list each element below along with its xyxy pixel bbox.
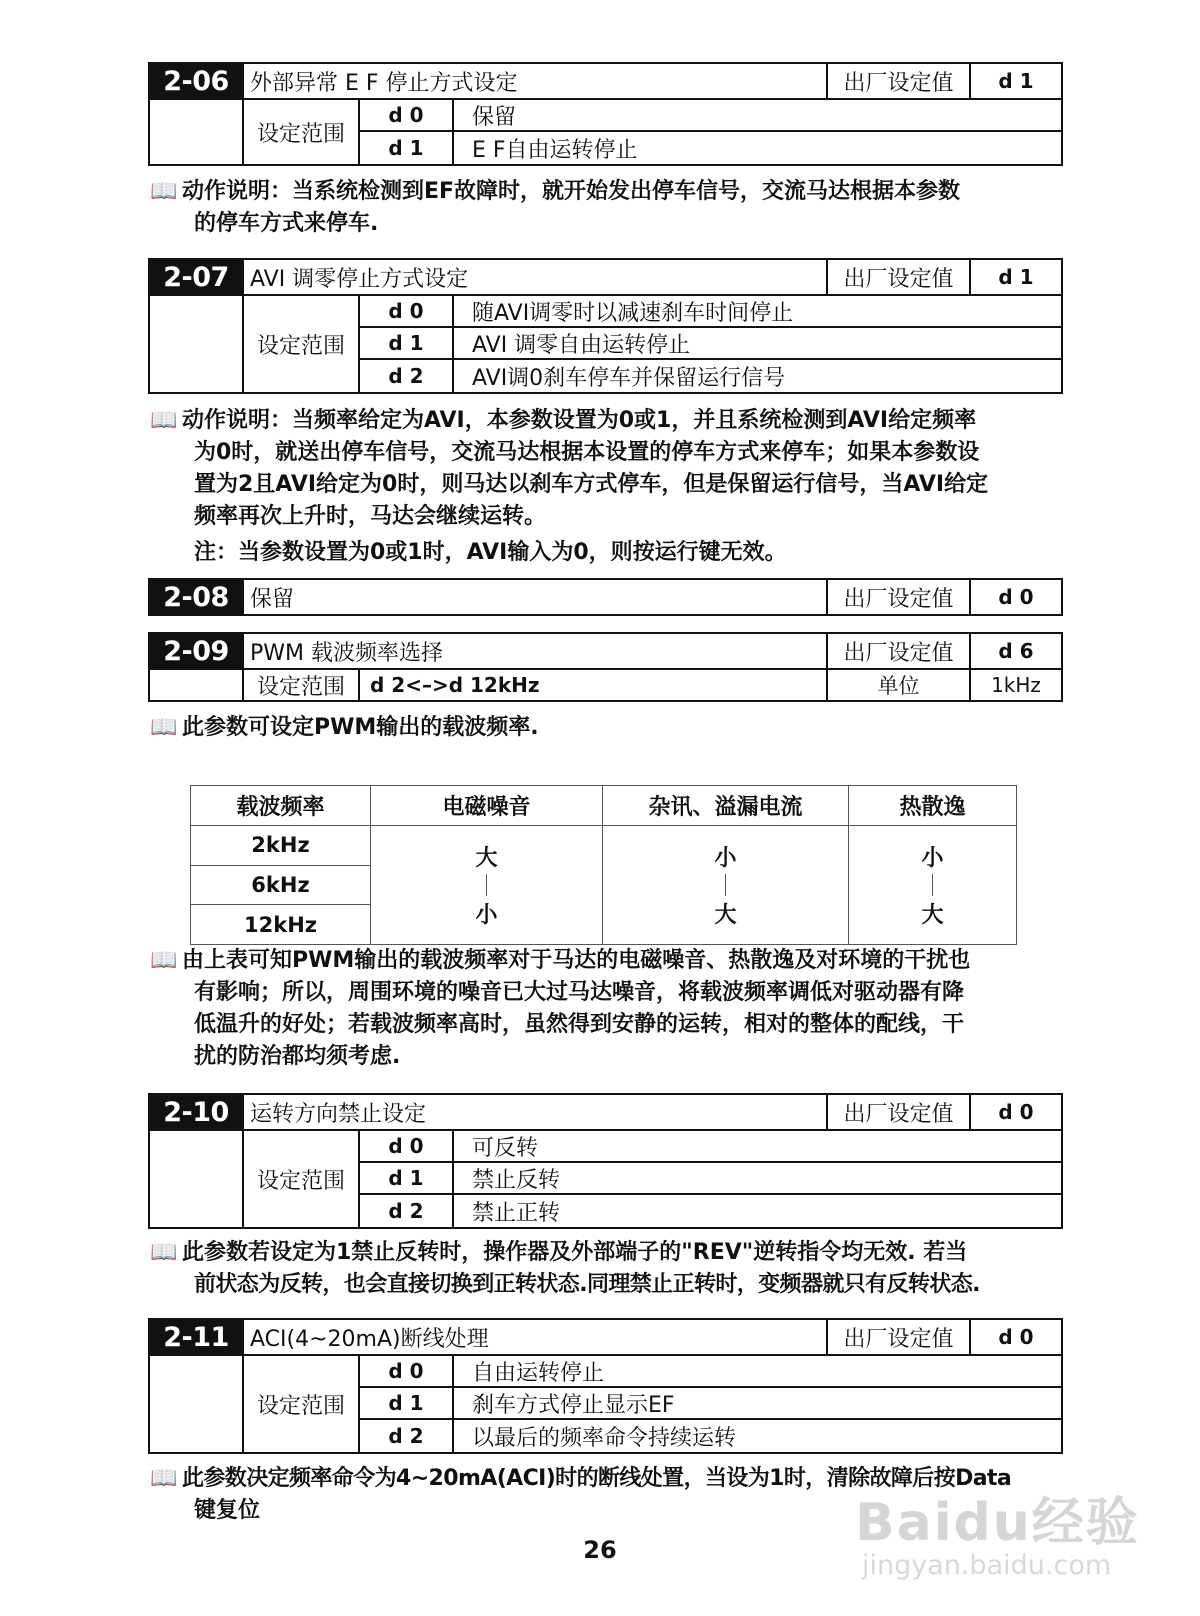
freq-cell: 12kHz xyxy=(244,912,317,937)
factory-label: 出厂设定值 xyxy=(826,580,969,614)
param-title: 运转方向禁止设定 xyxy=(242,1095,826,1129)
option-row: d 1 禁止反转 xyxy=(360,1163,1061,1195)
note-2-11: 📖 此参数决定频率命令为4~20mA(ACI)时的断线处置，当设为1时，清除故障后按Data 键复位 xyxy=(150,1463,1065,1527)
trend-cell: 小 大 xyxy=(921,846,944,928)
unit-value: 1kHz xyxy=(969,670,1061,700)
watermark-logo: Baidu经验 xyxy=(855,1493,1140,1553)
option-row: d 1 E F自由运转停止 xyxy=(360,132,1061,164)
param-title: ACI(4~20mA)断线处理 xyxy=(242,1320,826,1354)
note-2-06: 📖 动作说明：当系统检测到EF故障时，就开始发出停车信号，交流马达根据本参数 的停车方式来停车. xyxy=(150,176,1065,240)
param-id: 2-07 xyxy=(150,260,242,294)
note-2-09a: 📖 此参数可设定PWM输出的载波频率. xyxy=(150,712,1065,744)
param-id: 2-11 xyxy=(150,1320,242,1354)
note-2-09b: 📖 由上表可知PWM输出的载波频率对于马达的电磁噪音、热散逸及对环境的干扰也 有影响；所以，周围环境的噪音已大过马达噪音，将载波频率调低对驱动器有降 低温升的好处；若载波频率高时，虽然得到安静的运转，相对的整体的配线，干 扰的防治都均须考虑. xyxy=(150,945,1065,1073)
header-cell: 载波频率 xyxy=(191,786,371,826)
book-icon: 📖 xyxy=(150,1240,178,1265)
header-cell: 热散逸 xyxy=(849,786,1016,826)
factory-label: 出厂设定值 xyxy=(826,634,969,668)
watermark-url: jingyan.baidu.com xyxy=(862,1550,1112,1581)
option-row: d 1 AVI 调零自由运转停止 xyxy=(360,328,1061,360)
param-id: 2-10 xyxy=(150,1095,242,1129)
factory-label: 出厂设定值 xyxy=(826,260,969,294)
trend-cell: 小 大 xyxy=(603,826,849,944)
book-icon: 📖 xyxy=(150,715,178,740)
note-2-10: 📖 此参数若设定为1禁止反转时，操作器及外部端子的"REV"逆转指令均无效. 若当 前状态为反转，也会直接切换到正转状态.同理禁止正转时，变频器就只有反转状态. xyxy=(150,1237,1065,1301)
param-table-2-10 xyxy=(148,1093,1063,1229)
factory-label: 出厂设定值 xyxy=(826,1320,969,1354)
book-icon: 📖 xyxy=(150,1466,177,1491)
param-table-2-06 xyxy=(148,62,1063,166)
factory-default: d 6 xyxy=(969,634,1061,668)
range-label: 设定范围 xyxy=(242,670,358,700)
book-icon: 📖 xyxy=(150,179,178,204)
param-title: 外部异常 E F 停止方式设定 xyxy=(242,64,826,98)
range-label: 设定范围 xyxy=(242,1356,358,1452)
option-row: d 0 保留 xyxy=(360,100,1061,132)
factory-default: d 0 xyxy=(969,1095,1061,1129)
factory-label: 出厂设定值 xyxy=(826,1095,969,1129)
param-id: 2-06 xyxy=(150,64,242,98)
factory-default: d 0 xyxy=(969,1320,1061,1354)
note-2-07: 📖 动作说明：当频率给定为AVI，本参数设置为0或1，并且系统检测到AVI给定频率 为0时，就送出停车信号，交流马达根据本设置的停车方式来停车；如果本参数设 置为2且AVI给定为0时，则马达以刹车方式停车，但是保留运行信号，当AVI给定 频率再次上升时，马达会继续运转。 注：当参数设置为0或1时，AVI输入为0，则按运行键无效。 xyxy=(150,405,1065,569)
trend-cell: 大 小 xyxy=(371,826,603,944)
book-icon: 📖 xyxy=(150,948,178,973)
factory-label: 出厂设定值 xyxy=(826,64,969,98)
param-id: 2-09 xyxy=(150,634,242,668)
option-row: d 2 以最后的频率命令持续运转 xyxy=(360,1420,1061,1452)
header-cell: 电磁噪音 xyxy=(371,786,603,826)
range-label: 设定范围 xyxy=(242,1131,358,1227)
param-table-2-09 xyxy=(148,632,1063,702)
range-value: d 2<–>d 12kHz xyxy=(358,670,826,700)
option-row: d 0 随AVI调零时以减速刹车时间停止 xyxy=(360,296,1061,328)
option-row: d 0 自由运转停止 xyxy=(360,1356,1061,1388)
param-title: PWM 载波频率选择 xyxy=(242,634,826,668)
freq-cell: 6kHz xyxy=(191,866,370,906)
param-table-2-08 xyxy=(148,578,1063,616)
option-row: d 1 刹车方式停止显示EF xyxy=(360,1388,1061,1420)
carrier-frequency-table xyxy=(190,785,1017,945)
param-title: AVI 调零停止方式设定 xyxy=(242,260,826,294)
option-row: d 0 可反转 xyxy=(360,1131,1061,1163)
param-table-2-07 xyxy=(148,258,1063,394)
page-number: 26 xyxy=(583,1536,617,1564)
header-cell: 杂讯、溢漏电流 xyxy=(603,786,849,826)
factory-default: d 0 xyxy=(969,580,1061,614)
range-label: 设定范围 xyxy=(242,296,358,392)
param-title: 保留 xyxy=(242,580,826,614)
unit-label: 单位 xyxy=(826,670,969,700)
param-table-2-11 xyxy=(148,1318,1063,1454)
option-row: d 2 禁止正转 xyxy=(360,1195,1061,1227)
freq-cell: 2kHz xyxy=(191,826,370,866)
option-row: d 2 AVI调0刹车停车并保留运行信号 xyxy=(360,360,1061,392)
factory-default: d 1 xyxy=(969,260,1061,294)
factory-default: d 1 xyxy=(969,64,1061,98)
range-label: 设定范围 xyxy=(242,100,358,164)
param-id: 2-08 xyxy=(150,580,242,614)
book-icon: 📖 xyxy=(150,408,178,433)
